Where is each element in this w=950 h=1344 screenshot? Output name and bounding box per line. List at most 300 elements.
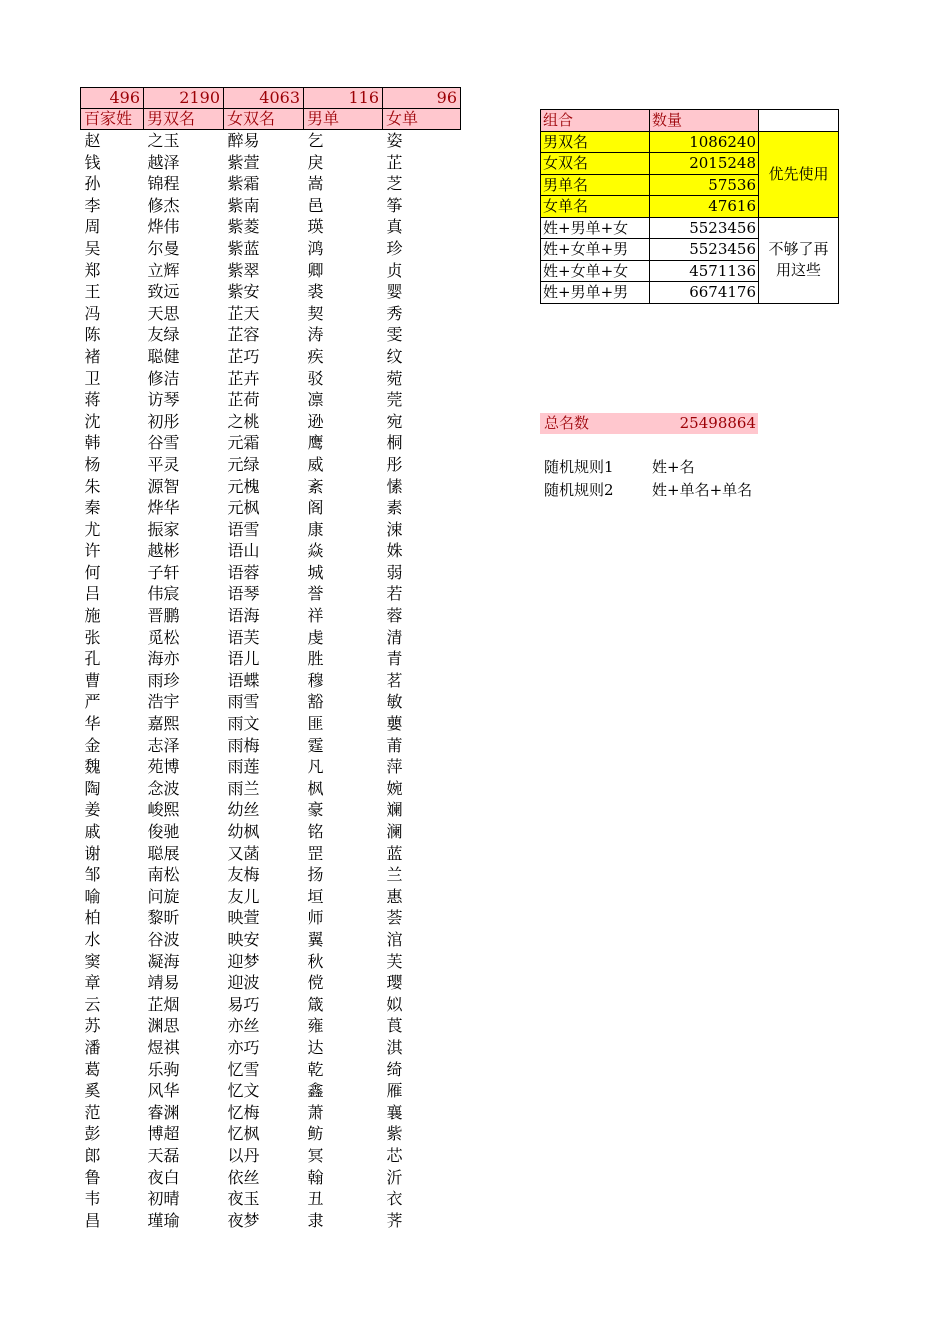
cell-surname[interactable]: 严 (84, 692, 101, 712)
cell-surname[interactable]: 郑 (84, 260, 101, 280)
cell-female-single[interactable]: 蓉 (386, 606, 403, 626)
cell-male-single[interactable]: 紊 (307, 476, 324, 496)
cell-female-single[interactable]: 惠 (386, 886, 403, 906)
cell-female-single[interactable]: 筝 (386, 195, 403, 215)
cell-female-double[interactable]: 之桃 (227, 411, 260, 431)
combo-value-cell[interactable]: 6674176 (650, 282, 759, 304)
cell-surname[interactable]: 褚 (84, 346, 101, 366)
cell-male-single[interactable]: 邑 (307, 195, 324, 215)
cell-surname[interactable]: 姜 (84, 800, 101, 820)
cell-male-single[interactable]: 鹰 (307, 433, 324, 453)
cell-male-single[interactable]: 师 (307, 908, 324, 928)
cell-female-double[interactable]: 亦丝 (227, 1016, 260, 1036)
cell-female-single[interactable]: 纹 (386, 346, 403, 366)
cell-female-double[interactable]: 雨文 (227, 714, 260, 734)
cell-female-double[interactable]: 又菡 (227, 843, 260, 863)
cell-male-single[interactable]: 驳 (307, 368, 324, 388)
cell-male-single[interactable]: 鑫 (307, 1081, 324, 1101)
cell-male-single[interactable]: 疾 (307, 346, 324, 366)
names-table (80, 87, 461, 1231)
cell-male-single[interactable]: 嵩 (307, 174, 324, 194)
cell-surname[interactable]: 陈 (84, 325, 101, 345)
cell-female-double[interactable]: 芷卉 (227, 368, 260, 388)
cell-female-double[interactable]: 紫菱 (227, 217, 260, 237)
cell-male-double[interactable]: 致远 (147, 282, 180, 302)
combo-value-cell[interactable]: 47616 (650, 196, 759, 218)
cell-female-double[interactable]: 芷天 (227, 303, 260, 323)
header-cell-male-double[interactable]: 男双名 (144, 109, 224, 130)
cell-male-double[interactable]: 振家 (147, 519, 180, 539)
cell-male-single[interactable]: 达 (307, 1037, 324, 1057)
cell-male-single[interactable]: 扬 (307, 865, 324, 885)
cell-female-double[interactable]: 紫霜 (227, 174, 260, 194)
cell-female-double[interactable]: 亦巧 (227, 1037, 260, 1057)
cell-female-single[interactable]: 衣 (386, 1189, 403, 1209)
cell-male-single[interactable]: 虔 (307, 627, 324, 647)
cell-female-double[interactable]: 语儿 (227, 649, 260, 669)
cell-male-single[interactable]: 契 (307, 303, 324, 323)
cell-male-single[interactable]: 雍 (307, 1016, 324, 1036)
cell-male-double[interactable]: 初晴 (147, 1189, 180, 1209)
cell-male-single[interactable]: 匪 (307, 714, 324, 734)
cell-female-single[interactable]: 婴 (386, 282, 403, 302)
cell-male-single[interactable]: 豁 (307, 692, 324, 712)
cell-female-double[interactable]: 紫萱 (227, 152, 260, 172)
cell-female-single[interactable]: 菀 (386, 368, 403, 388)
cell-female-single[interactable]: 雁 (386, 1081, 403, 1101)
cell-female-single[interactable]: 绮 (386, 1059, 403, 1079)
cell-female-single[interactable]: 宛 (386, 411, 403, 431)
table-row (81, 1167, 461, 1189)
cell-male-double[interactable]: 志泽 (147, 735, 180, 755)
cell-male-double[interactable]: 苑博 (147, 757, 180, 777)
cell-surname[interactable]: 卫 (84, 368, 101, 388)
cell-male-single[interactable]: 阁 (307, 498, 324, 518)
cell-surname[interactable]: 邹 (84, 865, 101, 885)
cell-male-single[interactable]: 鲂 (307, 1124, 324, 1144)
cell-male-single[interactable]: 秋 (307, 951, 324, 971)
cell-surname[interactable]: 苏 (84, 1016, 101, 1036)
cell-male-single[interactable]: 罡 (307, 843, 324, 863)
combo-label-cell[interactable]: 女单名 (541, 196, 650, 218)
cell-female-double[interactable]: 忆雪 (227, 1059, 260, 1079)
cell-male-single[interactable]: 逊 (307, 411, 324, 431)
count-cell-female-double[interactable]: 4063 (224, 88, 304, 109)
cell-female-double[interactable]: 迎波 (227, 973, 260, 993)
cell-female-double[interactable]: 紫翠 (227, 260, 260, 280)
cell-male-single[interactable]: 枫 (307, 778, 324, 798)
cell-male-double[interactable]: 平灵 (147, 454, 180, 474)
cell-surname[interactable]: 戚 (84, 822, 101, 841)
cell-male-single[interactable]: 垣 (307, 886, 324, 906)
cell-male-double[interactable]: 乐驹 (147, 1059, 180, 1079)
cell-surname[interactable]: 华 (84, 714, 101, 734)
cell-surname[interactable]: 吴 (84, 238, 101, 258)
cell-female-double[interactable]: 元霜 (227, 433, 260, 453)
cell-female-double[interactable]: 语山 (227, 541, 260, 561)
cell-surname[interactable]: 陶 (84, 778, 101, 798)
cell-surname[interactable]: 孙 (84, 174, 101, 194)
table-row (81, 1123, 461, 1145)
combo-value-cell[interactable]: 1086240 (650, 131, 759, 153)
cell-female-single[interactable]: 襄 (386, 1102, 403, 1122)
cell-female-double[interactable]: 幼枫 (227, 822, 260, 841)
cell-male-single[interactable]: 卿 (307, 260, 324, 280)
cell-female-single[interactable]: 莞 (386, 390, 403, 410)
cell-surname[interactable]: 柏 (84, 908, 101, 928)
cell-female-double[interactable]: 醉易 (227, 131, 260, 150)
cell-female-double[interactable]: 芷巧 (227, 346, 260, 366)
cell-male-double[interactable]: 浩宇 (147, 692, 180, 712)
cell-male-double[interactable]: 立辉 (147, 260, 180, 280)
cell-female-double[interactable]: 语芙 (227, 627, 260, 647)
cell-female-double[interactable]: 紫蓝 (227, 238, 260, 258)
combo-value-cell[interactable]: 57536 (650, 174, 759, 196)
cell-female-double[interactable]: 映萱 (227, 908, 260, 928)
priority-note[interactable]: 优先使用 (759, 131, 839, 217)
cell-female-single[interactable]: 秀 (386, 303, 403, 323)
cell-surname[interactable]: 施 (84, 606, 101, 626)
cell-surname[interactable]: 尤 (84, 519, 101, 539)
table-row (81, 929, 461, 951)
cell-surname[interactable]: 窦 (84, 951, 101, 971)
cell-male-double[interactable]: 之玉 (147, 131, 180, 150)
cell-surname[interactable]: 葛 (84, 1059, 101, 1079)
cell-male-double[interactable]: 夜白 (147, 1167, 180, 1187)
cell-male-double[interactable]: 煜祺 (147, 1037, 180, 1057)
header-cell-female-double[interactable]: 女双名 (224, 109, 304, 130)
combo-value-cell[interactable]: 5523456 (650, 239, 759, 261)
cell-female-single[interactable]: 涫 (386, 929, 403, 949)
cell-surname[interactable]: 何 (84, 562, 101, 582)
cell-male-single[interactable]: 誉 (307, 584, 324, 604)
cell-surname[interactable]: 杨 (84, 454, 101, 474)
cell-male-single[interactable]: 涛 (307, 325, 324, 345)
cell-male-single[interactable]: 冥 (307, 1145, 324, 1165)
combo-header-group[interactable]: 组合 (541, 110, 650, 132)
header-cell-female-single[interactable]: 女单 (383, 109, 461, 130)
cell-female-double[interactable]: 语雪 (227, 519, 260, 539)
cell-female-double[interactable]: 雨兰 (227, 778, 260, 798)
cell-male-double[interactable]: 烨华 (147, 498, 180, 518)
cell-surname[interactable]: 喻 (84, 886, 101, 906)
cell-male-double[interactable]: 友绿 (147, 325, 180, 345)
cell-surname[interactable]: 郎 (84, 1145, 101, 1165)
cell-male-double[interactable]: 芷烟 (147, 994, 180, 1014)
cell-surname[interactable]: 张 (84, 627, 101, 647)
cell-male-single[interactable]: 威 (307, 454, 324, 474)
combo-label-cell[interactable]: 男单名 (541, 174, 650, 196)
cell-male-single[interactable]: 翼 (307, 929, 324, 949)
cell-surname[interactable]: 潘 (84, 1037, 101, 1057)
cell-male-single[interactable]: 鸿 (307, 238, 324, 258)
cell-male-double[interactable]: 渊思 (147, 1016, 180, 1036)
cell-male-double[interactable]: 源智 (147, 476, 180, 496)
cell-female-single[interactable]: 芯 (386, 1145, 403, 1165)
cell-female-double[interactable]: 紫安 (227, 282, 260, 302)
combo-label-cell[interactable]: 男双名 (541, 131, 650, 153)
cell-surname[interactable]: 云 (84, 994, 101, 1014)
cell-female-single[interactable]: 芙 (386, 951, 403, 971)
cell-male-single[interactable]: 穆 (307, 670, 324, 690)
cell-male-single[interactable]: 乞 (307, 131, 324, 150)
cell-female-single[interactable]: 沂 (386, 1167, 403, 1187)
random-rule-2[interactable] (544, 480, 752, 500)
count-cell-male-single[interactable]: 116 (304, 88, 383, 109)
cell-female-single[interactable]: 荟 (386, 908, 403, 928)
cell-female-double[interactable]: 元槐 (227, 476, 260, 496)
cell-male-single[interactable]: 凛 (307, 390, 324, 410)
cell-female-double[interactable]: 芷容 (227, 325, 260, 345)
cell-male-double[interactable]: 南松 (147, 865, 180, 885)
cell-female-double[interactable]: 雨莲 (227, 757, 260, 777)
cell-male-double[interactable]: 烨伟 (147, 217, 180, 237)
cell-male-double[interactable]: 嘉熙 (147, 714, 180, 734)
cell-male-single[interactable]: 傥 (307, 973, 324, 993)
table-row (81, 907, 461, 929)
cell-male-single[interactable]: 祥 (307, 606, 324, 626)
cell-surname[interactable]: 彭 (84, 1124, 101, 1144)
cell-female-single[interactable]: 愫 (386, 476, 403, 496)
cell-male-double[interactable]: 聪展 (147, 843, 180, 863)
cell-male-double[interactable]: 瑾瑜 (147, 1210, 180, 1230)
cell-surname[interactable]: 周 (84, 217, 101, 237)
cell-female-single[interactable]: 清 (386, 627, 403, 647)
combo-value-cell[interactable]: 5523456 (650, 217, 759, 239)
cell-female-single[interactable]: 芷 (386, 152, 403, 172)
cell-female-double[interactable]: 映安 (227, 929, 260, 949)
cell-surname[interactable]: 范 (84, 1102, 101, 1122)
cell-female-single[interactable]: 婉 (386, 778, 403, 798)
cell-male-double[interactable]: 访琴 (147, 390, 180, 410)
cell-female-double[interactable]: 语蝶 (227, 670, 260, 690)
cell-female-single[interactable]: 弱 (386, 562, 403, 582)
cell-male-double[interactable]: 谷雪 (147, 433, 180, 453)
cell-female-single[interactable]: 莨 (386, 1016, 403, 1036)
cell-female-double[interactable]: 元枫 (227, 498, 260, 518)
cell-male-double[interactable]: 海亦 (147, 649, 180, 669)
cell-female-double[interactable]: 语蓉 (227, 562, 260, 582)
cell-male-double[interactable]: 黎昕 (147, 908, 180, 928)
cell-surname[interactable]: 冯 (84, 303, 101, 323)
cell-female-single[interactable]: 青 (386, 649, 403, 669)
cell-male-double[interactable]: 问旋 (147, 886, 180, 906)
header-cell-surname[interactable]: 百家姓 (81, 109, 144, 130)
combo-label-cell[interactable]: 姓+男单+女 (541, 217, 650, 239)
cell-female-double[interactable]: 忆枫 (227, 1124, 260, 1144)
cell-female-double[interactable]: 语琴 (227, 584, 260, 604)
cell-male-double[interactable]: 谷波 (147, 929, 180, 949)
cell-surname[interactable]: 朱 (84, 476, 101, 496)
cell-female-single[interactable]: 芝 (386, 174, 403, 194)
combo-label-cell[interactable]: 女双名 (541, 153, 650, 175)
cell-male-single[interactable]: 萧 (307, 1102, 324, 1122)
random-rule-1[interactable] (544, 457, 695, 477)
cell-surname[interactable]: 王 (84, 282, 101, 302)
cell-female-double[interactable]: 易巧 (227, 994, 260, 1014)
cell-female-double[interactable]: 芷荷 (227, 390, 260, 410)
cell-male-double[interactable]: 聪健 (147, 346, 180, 366)
total-names-row[interactable] (540, 413, 758, 434)
cell-male-double[interactable]: 越泽 (147, 152, 180, 172)
cell-female-single[interactable]: 素 (386, 498, 403, 518)
cell-female-single[interactable]: 蓝 (386, 843, 403, 863)
cell-surname[interactable]: 韦 (84, 1189, 101, 1209)
cell-male-single[interactable]: 翰 (307, 1167, 324, 1187)
cell-male-double[interactable]: 雨珍 (147, 670, 180, 690)
cell-surname[interactable]: 魏 (84, 757, 101, 777)
cell-male-double[interactable]: 睿渊 (147, 1102, 180, 1122)
cell-female-single[interactable]: 姒 (386, 994, 403, 1014)
cell-female-single[interactable]: 斓 (386, 800, 403, 820)
cell-male-double[interactable]: 峻熙 (147, 800, 180, 820)
cell-surname[interactable]: 章 (84, 973, 101, 993)
cell-male-double[interactable]: 伟宸 (147, 584, 180, 604)
cell-male-single[interactable]: 豪 (307, 800, 324, 820)
cell-female-double[interactable]: 迎梦 (227, 951, 260, 971)
cell-female-single[interactable]: 蘡 (386, 714, 403, 734)
cell-female-double[interactable]: 依丝 (227, 1167, 260, 1187)
cell-surname[interactable]: 金 (84, 735, 101, 755)
cell-female-double[interactable]: 忆梅 (227, 1102, 260, 1122)
cell-surname[interactable]: 许 (84, 541, 101, 561)
cell-surname[interactable]: 沈 (84, 411, 101, 431)
cell-male-single[interactable]: 箴 (307, 994, 324, 1014)
cell-female-double[interactable]: 夜玉 (227, 1189, 260, 1209)
cell-female-single[interactable]: 贞 (386, 260, 403, 280)
table-row (81, 1102, 461, 1124)
cell-surname[interactable]: 李 (84, 195, 101, 215)
cell-male-single[interactable]: 瑛 (307, 217, 324, 237)
cell-female-double[interactable]: 紫南 (227, 195, 260, 215)
cell-female-single[interactable]: 澜 (386, 822, 403, 841)
cell-surname[interactable]: 谢 (84, 843, 101, 863)
cell-male-double[interactable]: 晋鹏 (147, 606, 180, 626)
cell-female-single[interactable]: 紫 (386, 1124, 403, 1144)
cell-male-single[interactable]: 丑 (307, 1189, 324, 1209)
cell-surname[interactable]: 秦 (84, 498, 101, 518)
cell-female-single[interactable]: 莆 (386, 735, 403, 755)
cell-surname[interactable]: 水 (84, 929, 101, 949)
count-cell-male-double[interactable]: 2190 (144, 88, 224, 109)
cell-female-double[interactable]: 以丹 (227, 1145, 260, 1165)
cell-male-double[interactable]: 越彬 (147, 541, 180, 561)
cell-female-single[interactable]: 淇 (386, 1037, 403, 1057)
cell-male-single[interactable]: 焱 (307, 541, 324, 561)
cell-surname[interactable]: 奚 (84, 1081, 101, 1101)
count-cell-female-single[interactable]: 96 (383, 88, 461, 109)
cell-male-double[interactable]: 风华 (147, 1081, 180, 1101)
cell-male-single[interactable]: 城 (307, 562, 324, 582)
cell-male-double[interactable]: 修洁 (147, 368, 180, 388)
table-row (81, 195, 461, 217)
cell-male-single[interactable]: 胜 (307, 649, 324, 669)
table-row (81, 476, 461, 498)
cell-female-single[interactable]: 荠 (386, 1210, 403, 1230)
cell-male-double[interactable]: 靖易 (147, 973, 180, 993)
cell-female-double[interactable]: 友梅 (227, 865, 260, 885)
cell-male-double[interactable]: 初彤 (147, 411, 180, 431)
combo-header-blank[interactable] (759, 110, 839, 132)
cell-male-double[interactable]: 念波 (147, 778, 180, 798)
cell-female-single[interactable]: 若 (386, 584, 403, 604)
cell-female-single[interactable]: 桐 (386, 433, 403, 453)
cell-female-double[interactable]: 雨梅 (227, 735, 260, 755)
cell-female-single[interactable]: 茗 (386, 670, 403, 690)
combo-label-cell[interactable]: 姓+女单+女 (541, 260, 650, 282)
cell-female-double[interactable]: 元绿 (227, 454, 260, 474)
table-row (81, 540, 461, 562)
cell-male-double[interactable]: 天思 (147, 303, 180, 323)
cell-surname[interactable]: 孔 (84, 649, 101, 669)
cell-male-double[interactable]: 子轩 (147, 562, 180, 582)
cell-male-single[interactable]: 乾 (307, 1059, 324, 1079)
cell-female-single[interactable]: 珍 (386, 238, 403, 258)
cell-male-single[interactable]: 康 (307, 519, 324, 539)
cell-male-double[interactable]: 俊驰 (147, 822, 180, 841)
combo-value-cell[interactable]: 4571136 (650, 260, 759, 282)
cell-male-double[interactable]: 修杰 (147, 195, 180, 215)
cell-female-single[interactable]: 雯 (386, 325, 403, 345)
cell-female-single[interactable]: 兰 (386, 865, 403, 885)
cell-female-single[interactable]: 敏 (386, 692, 403, 712)
cell-surname[interactable]: 鲁 (84, 1167, 101, 1187)
cell-female-double[interactable]: 雨雪 (227, 692, 260, 712)
cell-surname[interactable]: 赵 (84, 131, 101, 150)
count-cell-surname[interactable]: 496 (81, 88, 144, 109)
cell-male-double[interactable]: 博超 (147, 1124, 180, 1144)
cell-female-single[interactable]: 真 (386, 217, 403, 237)
cell-female-double[interactable]: 友儿 (227, 886, 260, 906)
combo-header-count[interactable]: 数量 (650, 110, 759, 132)
cell-male-single[interactable]: 隶 (307, 1210, 324, 1230)
cell-male-double[interactable]: 觅松 (147, 627, 180, 647)
cell-male-single[interactable]: 铭 (307, 822, 324, 841)
cell-surname[interactable]: 昌 (84, 1210, 101, 1230)
fallback-note[interactable] (759, 217, 839, 303)
cell-male-double[interactable]: 天磊 (147, 1145, 180, 1165)
cell-female-single[interactable]: 彤 (386, 454, 403, 474)
cell-female-single[interactable]: 姿 (386, 131, 403, 150)
cell-male-double[interactable]: 尔曼 (147, 238, 180, 258)
cell-female-single[interactable]: 涑 (386, 519, 403, 539)
cell-surname[interactable]: 钱 (84, 152, 101, 172)
cell-female-double[interactable]: 语海 (227, 606, 260, 626)
cell-female-single[interactable]: 姝 (386, 541, 403, 561)
cell-surname[interactable]: 吕 (84, 584, 101, 604)
cell-male-single[interactable]: 凡 (307, 757, 324, 777)
header-cell-male-single[interactable]: 男单 (304, 109, 383, 130)
cell-male-double[interactable]: 凝海 (147, 951, 180, 971)
cell-male-double[interactable]: 锦程 (147, 174, 180, 194)
cell-female-single[interactable]: 璎 (386, 973, 403, 993)
cell-female-single[interactable]: 萍 (386, 757, 403, 777)
table-row (81, 324, 461, 346)
cell-female-double[interactable]: 夜梦 (227, 1210, 260, 1230)
cell-female-double[interactable]: 幼丝 (227, 800, 260, 820)
combo-label-cell[interactable]: 姓+男单+男 (541, 282, 650, 304)
cell-surname[interactable]: 韩 (84, 433, 101, 453)
combo-value-cell[interactable]: 2015248 (650, 153, 759, 175)
cell-male-single[interactable]: 霆 (307, 735, 324, 755)
combo-label-cell[interactable]: 姓+女单+男 (541, 239, 650, 261)
cell-male-single[interactable]: 戾 (307, 152, 324, 172)
cell-male-single[interactable]: 裘 (307, 282, 324, 302)
cell-surname[interactable]: 曹 (84, 670, 101, 690)
cell-surname[interactable]: 蒋 (84, 390, 101, 410)
cell-female-double[interactable]: 忆文 (227, 1081, 260, 1101)
table-row (81, 216, 461, 238)
